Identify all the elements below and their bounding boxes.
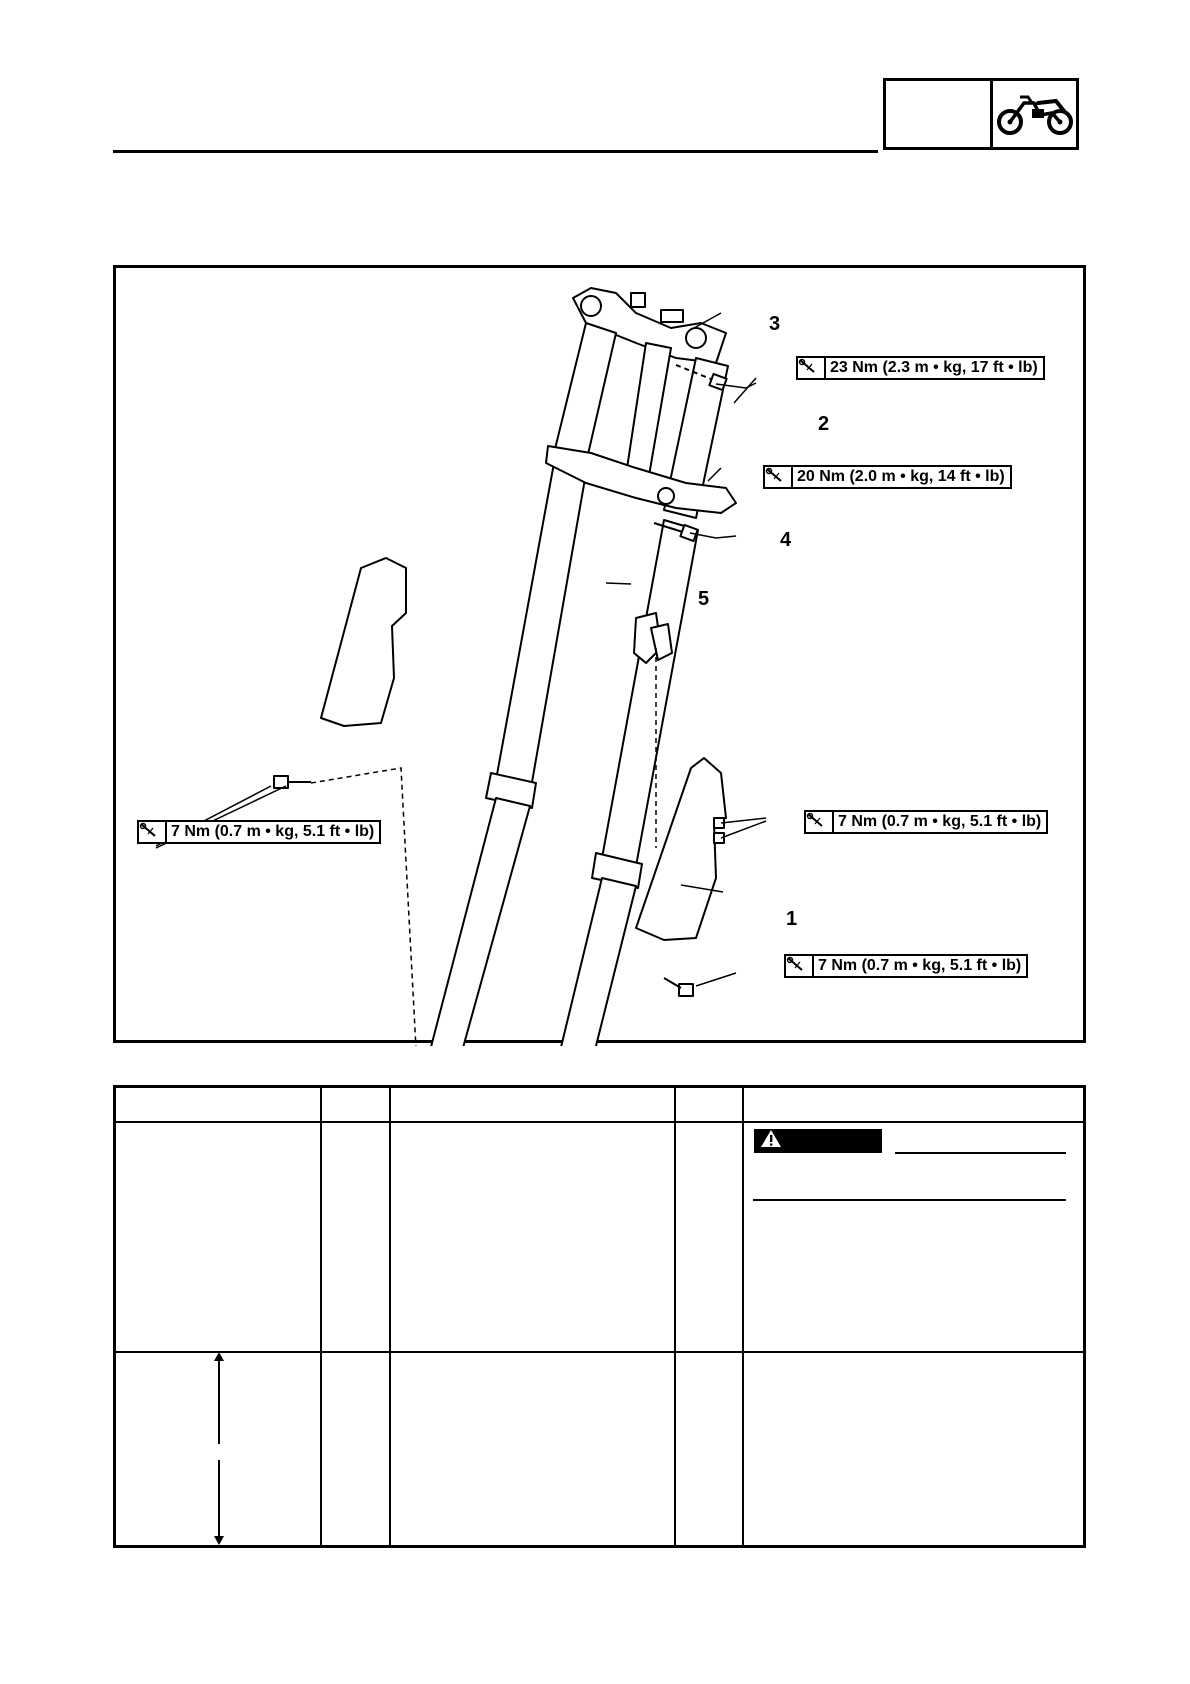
exploded-view-figure <box>113 265 1086 1043</box>
warning-triangle-icon <box>760 1129 782 1153</box>
left-fork-upper-tube <box>554 323 616 463</box>
sequence-arrow-lower <box>218 1460 220 1542</box>
warning-badge <box>754 1129 882 1153</box>
torque-spec-text: 23 Nm (2.3 m • kg, 17 ft • lb) <box>830 359 1038 376</box>
arrow-head-up <box>213 1352 225 1362</box>
warning-rule-bottom <box>753 1199 1066 1201</box>
torque-wrench-icon <box>139 822 167 842</box>
torque-spec-bolt-2 <box>796 356 1045 380</box>
table-column-divider <box>320 1088 322 1545</box>
sequence-arrow-upper <box>218 1356 220 1444</box>
torque-spec-bolt-4 <box>763 465 1012 489</box>
table-header-divider <box>116 1121 1083 1123</box>
table-row-divider <box>116 1351 1083 1353</box>
torque-spec-left-protector <box>137 820 381 844</box>
table-column-divider <box>742 1088 744 1545</box>
front-fork-diagram <box>116 268 1089 1046</box>
torque-spec-text: 7 Nm (0.7 m • kg, 5.1 ft • lb) <box>171 823 375 840</box>
callout-5: 5 <box>698 588 710 610</box>
warning-rule-top <box>895 1152 1066 1154</box>
torque-wrench-icon <box>798 358 826 378</box>
chapter-tab <box>883 78 1079 150</box>
torque-spec-right-protector <box>804 810 1048 834</box>
torque-spec-text: 7 Nm (0.7 m • kg, 5.1 ft • lb) <box>818 957 1022 974</box>
chapter-tab-blank <box>886 81 993 147</box>
procedure-table <box>113 1085 1086 1548</box>
callout-3: 3 <box>769 313 781 335</box>
left-fork-outer-tube <box>496 463 586 788</box>
torque-wrench-icon <box>765 467 793 487</box>
torque-wrench-icon <box>786 956 814 976</box>
torque-wrench-icon <box>806 812 834 832</box>
arrow-head-down <box>213 1536 225 1546</box>
callout-1: 1 <box>786 908 798 930</box>
torque-spec-text: 7 Nm (0.7 m • kg, 5.1 ft • lb) <box>838 813 1042 830</box>
callout-4: 4 <box>780 529 792 551</box>
callout-2: 2 <box>818 413 830 435</box>
left-fork-protector <box>321 558 406 726</box>
table-column-divider <box>389 1088 391 1545</box>
header-rule <box>113 150 878 153</box>
torque-spec-text: 20 Nm (2.0 m • kg, 14 ft • lb) <box>797 468 1005 485</box>
motorcycle-icon <box>993 81 1076 147</box>
table-column-divider <box>674 1088 676 1545</box>
torque-spec-bottom-bolt <box>784 954 1028 978</box>
